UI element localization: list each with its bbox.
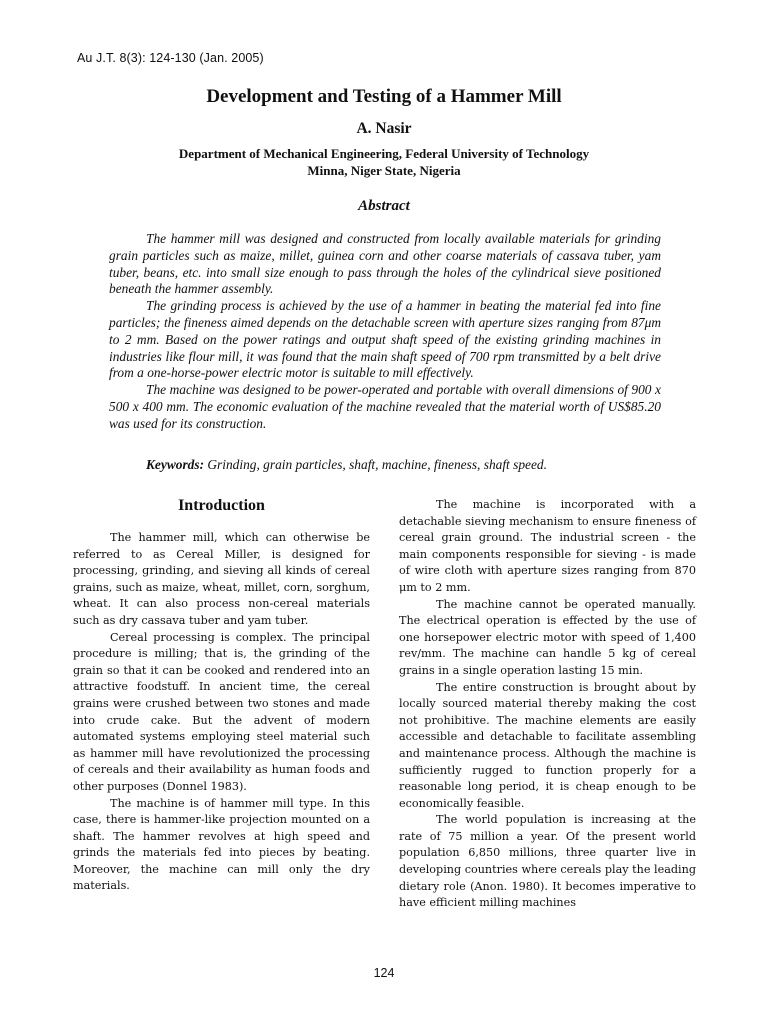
affiliation-line-2: Minna, Niger State, Nigeria xyxy=(307,162,461,178)
left-column xyxy=(73,496,370,895)
body-paragraph: The machine cannot be operated manually. The electrical operation is effected by the use of one horsepower electric motor with speed of 1,400 rev/mm. The machine can handle 5 kg of cereal grains in a single operation lasting 15 min. xyxy=(399,597,696,677)
page-number: 124 xyxy=(373,966,395,980)
paper-title: Development and Testing of a Hammer Mill xyxy=(206,86,562,107)
author-name: A. Nasir xyxy=(356,120,412,137)
abstract-paragraph: The hammer mill was designed and constructed from locally available materials for grinding grain particles such as maize, millet, guinea corn and other coarse materials of cassava tuber, yam tuber, beans, etc. into small size enough to pass through the holes of the cylindrical sieve positioned beneath the hammer assembly. xyxy=(109,231,661,297)
keywords xyxy=(146,457,666,473)
affiliation xyxy=(0,146,768,179)
affiliation-line-1: Department of Mechanical Engineering, Federal University of Technology xyxy=(178,146,590,161)
introduction-heading: Introduction xyxy=(178,497,265,514)
abstract-paragraph: The grinding process is achieved by the use of a hammer in beating the material fed into fine particles; the fineness aimed depends on the detachable screen with aperture sizes ranging from 87μm to 2 mm. Based on the power ratings and output shaft speed of the existing grinding machines in industries like flour mill, it was found that the main shaft speed of 700 rpm transmitted by a belt drive from a one-horse-power electric motor is suitable to mill effectively. xyxy=(109,298,661,381)
body-paragraph: The hammer mill, which can otherwise be referred to as Cereal Miller, is designed for processing, grinding, and sieving all kinds of cereal grains, such as maize, wheat, millet, corn, sorghum, wheat. It can also process non-cereal materials such as dry cassava tuber and yam tuber. xyxy=(73,531,370,627)
journal-reference: Au J.T. 8(3): 124-130 (Jan. 2005) xyxy=(77,51,264,65)
abstract-paragraph: The machine was designed to be power-operated and portable with overall dimensions of 900 x 500 x 400 mm. The economic evaluation of the machine revealed that the material worth of US$85.20 was used for its construction. xyxy=(109,382,661,431)
keywords-text: Grinding, grain particles, shaft, machine, fineness, shaft speed. xyxy=(204,457,547,472)
body-paragraph: The world population is increasing at the rate of 75 million a year. Of the present world population 6,850 millions, three quarter live in developing countries where cereals play the leading dietary role (Anon. 1980). It becomes imperative to have efficient milling machines xyxy=(399,813,696,910)
keywords-label: Keywords: xyxy=(146,457,205,472)
body-paragraph: The machine is of hammer mill type. In this case, there is hammer-like projection mounted on a shaft. The hammer revolves at high speed and grinds the materials fed into pieces by beating. Moreover, the machine can mill only the dry materials. xyxy=(73,796,370,893)
abstract-body xyxy=(109,231,661,433)
body-paragraph: The machine is incorporated with a detachable sieving mechanism to ensure fineness of cereal grain ground. The industrial screen - the main components responsible for sieving - is made of wire cloth with aperture sizes ranging from 870 μm to 2 mm. xyxy=(399,498,696,594)
body-paragraph: Cereal processing is complex. The principal procedure is milling; that is, the grinding of the grain so that it can be cooked and rendered into an attractive foodstuff. In ancient time, the cereal grains were crushed between two stones and made into crude cake. But the advent of modern automated systems employing steel material such as hammer mill have revolutionized the processing of cereals and their availability as human foods and other purposes (Donnel 1983). xyxy=(73,630,370,793)
right-column xyxy=(399,497,696,912)
abstract-heading: Abstract xyxy=(358,198,410,214)
body-paragraph: The entire construction is brought about by locally sourced material thereby making the cost not prohibitive. The machine elements are easily accessible and detachable to facilitate assembling and maintenance process. Although the machine is sufficiently rugged to function properly for a reasonable long period, it is cheap enough to be economically feasible. xyxy=(399,680,696,810)
